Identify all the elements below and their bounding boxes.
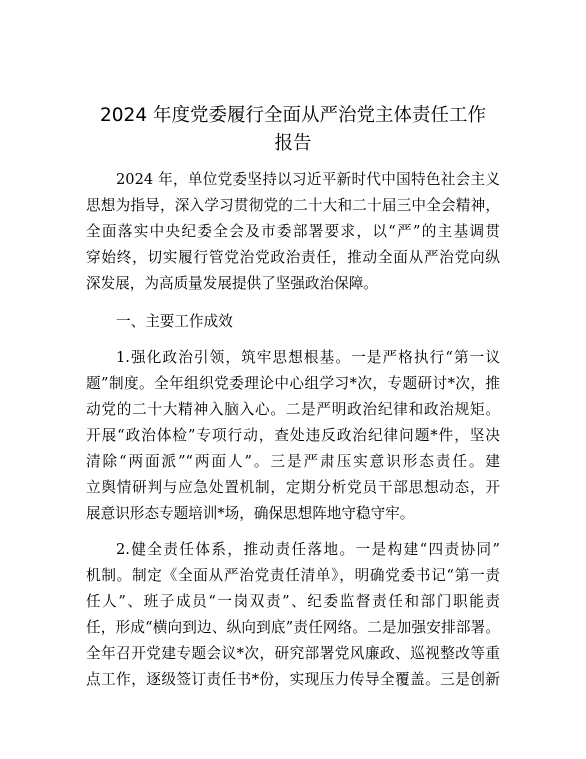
paragraph-line: 立舆情研判与应急处置机制，定期分析党员干部思想动态，开 [86, 479, 500, 496]
paragraph-line: 2024 年，单位党委坚持以习近平新时代中国特色社会主义 [116, 171, 500, 188]
paragraph-line: 全面落实中央纪委全会及市委部署要求，以“严”的主基调贯 [86, 223, 500, 240]
paragraph-line: 动党的二十大精神入脑入心。二是严明政治纪律和政治规矩。 [86, 401, 500, 418]
section-heading: 一、主要工作成效 [116, 313, 233, 330]
paragraph-line: 点工作，逐级签订责任书*份，实现压力传导全覆盖。三是创新 [86, 671, 500, 688]
page-title [80, 102, 506, 158]
paragraph-line: 展意识形态专题培训*场，确保思想阵地守稳守牢。 [86, 505, 415, 522]
paragraph-line: 清除“两面派”“两面人”。三是严肃压实意识形态责任。建 [86, 453, 500, 470]
paragraph-line: 全年召开党建专题会议*次，研究部署党风廉政、巡视整改等重 [86, 645, 500, 662]
paragraph-line: 机制。制定《全面从严治党责任清单》，明确党委书记“第一责 [86, 567, 500, 584]
paragraph-line: 开展“政治体检”专项行动，查处违反政治纪律问题*件，坚决 [86, 427, 500, 444]
title-line-1: 2024 年度党委履行全面从严治党主体责任工作 [100, 105, 486, 126]
paragraph-line: 思想为指导，深入学习贯彻党的二十大和二十届三中全会精神， [86, 197, 500, 214]
paragraph-line: 穿始终，切实履行管党治党政治责任，推动全面从严治党向纵 [86, 249, 500, 266]
paragraph-line: 任人”、班子成员“一岗双责”、纪委监督责任和部门职能责 [86, 593, 500, 610]
paragraph-line: 题”制度。全年组织党委理论中心组学习*次，专题研讨*次，推 [86, 375, 500, 392]
paragraph-line: 2.健全责任体系，推动责任落地。一是构建“四责协同” [116, 541, 500, 558]
paragraph-line: 任，形成“横向到边、纵向到底”责任网络。二是加强安排部署。 [86, 619, 500, 636]
paragraph-line: 1.强化政治引领，筑牢思想根基。一是严格执行“第一议 [116, 349, 500, 366]
title-line-2: 报告 [274, 133, 312, 154]
paragraph-line: 深发展，为高质量发展提供了坚强政治保障。 [86, 275, 378, 292]
